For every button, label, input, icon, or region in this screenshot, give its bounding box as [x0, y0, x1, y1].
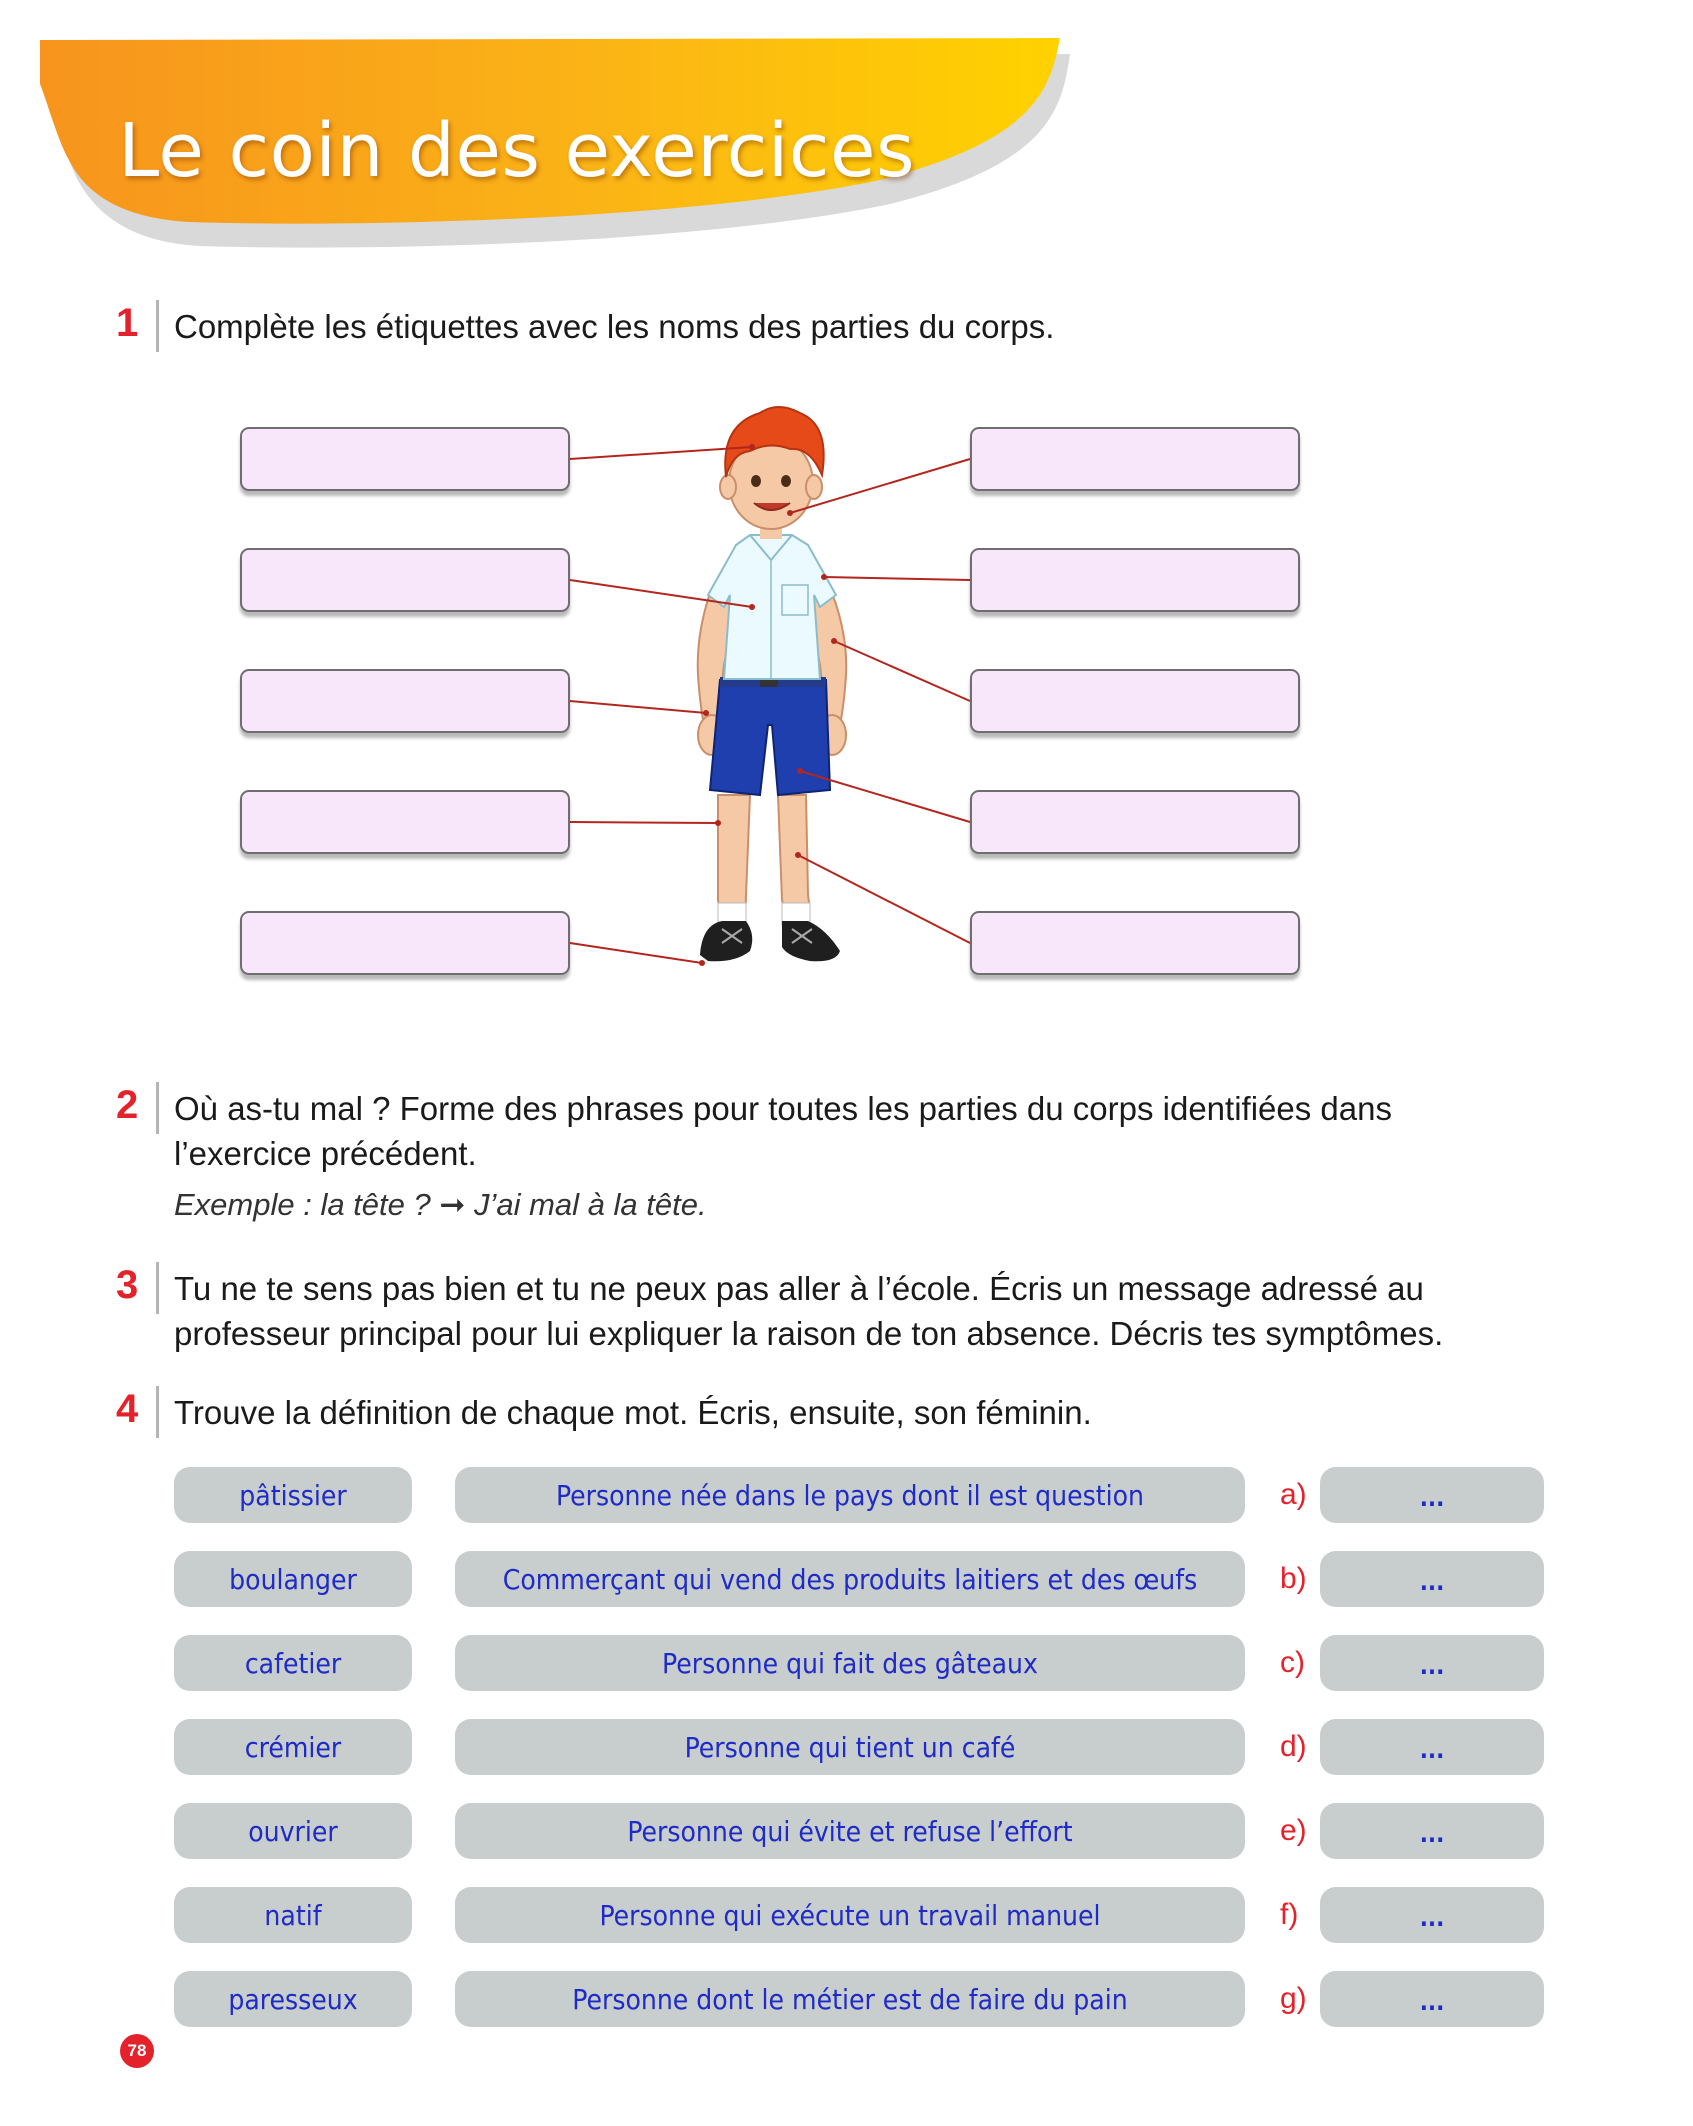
title-banner	[0, 0, 1120, 260]
exercise-body	[174, 1086, 1534, 1227]
answer-field[interactable]: ...	[1320, 1551, 1544, 1607]
page-title: Le coin des exercices	[118, 108, 916, 194]
exercise-number: 4	[116, 1387, 139, 1431]
row-letter: e)	[1280, 1814, 1307, 1847]
answer-field[interactable]: ...	[1320, 1719, 1544, 1775]
definition-pill[interactable]: Personne qui évite et refuse l’effort	[455, 1803, 1245, 1859]
exercise-number: 2	[116, 1083, 139, 1127]
word-pill[interactable]: pâtissier	[174, 1467, 412, 1523]
row-letter: f)	[1280, 1898, 1299, 1931]
answer-field[interactable]: ...	[1320, 1887, 1544, 1943]
divider	[156, 1262, 159, 1314]
word-pill[interactable]: natif	[174, 1887, 412, 1943]
page-number: 78	[120, 2034, 154, 2068]
exercise-instruction: Où as-tu mal ? Forme des phrases pour toutes les parties du corps identifiées dans l’exercice précédent.	[174, 1090, 1392, 1172]
exercise-number: 3	[116, 1263, 139, 1307]
word-pill[interactable]: cafetier	[174, 1635, 412, 1691]
row-letter: g)	[1280, 1982, 1307, 2015]
divider	[156, 1082, 159, 1134]
divider	[156, 1386, 159, 1438]
word-pill[interactable]: paresseux	[174, 1971, 412, 2027]
definition-pill[interactable]: Commerçant qui vend des produits laitiers et des œufs	[455, 1551, 1245, 1607]
row-letter: d)	[1280, 1730, 1307, 1763]
divider	[156, 300, 159, 352]
exercise-example: Exemple : la tête ? ➞ J’ai mal à la tête.	[174, 1187, 707, 1222]
exercise-instruction: Tu ne te sens pas bien et tu ne peux pas aller à l’école. Écris un message adressé au professeur principal pour lui expliquer la raison de ton absence. Décris tes symptômes.	[174, 1270, 1444, 1352]
definition-pill[interactable]: Personne dont le métier est de faire du pain	[455, 1971, 1245, 2027]
answer-field[interactable]: ...	[1320, 1803, 1544, 1859]
row-letter: c)	[1280, 1646, 1305, 1679]
exercise-instruction: Trouve la définition de chaque mot. Écris, ensuite, son féminin.	[174, 1394, 1092, 1431]
definition-pill[interactable]: Personne qui exécute un travail manuel	[455, 1887, 1245, 1943]
answer-field[interactable]: ...	[1320, 1635, 1544, 1691]
word-pill[interactable]: ouvrier	[174, 1803, 412, 1859]
word-pill[interactable]: boulanger	[174, 1551, 412, 1607]
word-pill[interactable]: crémier	[174, 1719, 412, 1775]
boy-illustration	[230, 395, 1330, 1005]
body-parts-figure	[230, 395, 1330, 1005]
row-letter: a)	[1280, 1478, 1307, 1511]
definition-pill[interactable]: Personne qui tient un café	[455, 1719, 1245, 1775]
answer-field[interactable]: ...	[1320, 1467, 1544, 1523]
definition-pill[interactable]: Personne née dans le pays dont il est question	[455, 1467, 1245, 1523]
definition-pill[interactable]: Personne qui fait des gâteaux	[455, 1635, 1245, 1691]
exercise-instruction: Complète les étiquettes avec les noms des parties du corps.	[174, 308, 1055, 345]
row-letter: b)	[1280, 1562, 1307, 1595]
answer-field[interactable]: ...	[1320, 1971, 1544, 2027]
exercise-number: 1	[116, 301, 139, 345]
